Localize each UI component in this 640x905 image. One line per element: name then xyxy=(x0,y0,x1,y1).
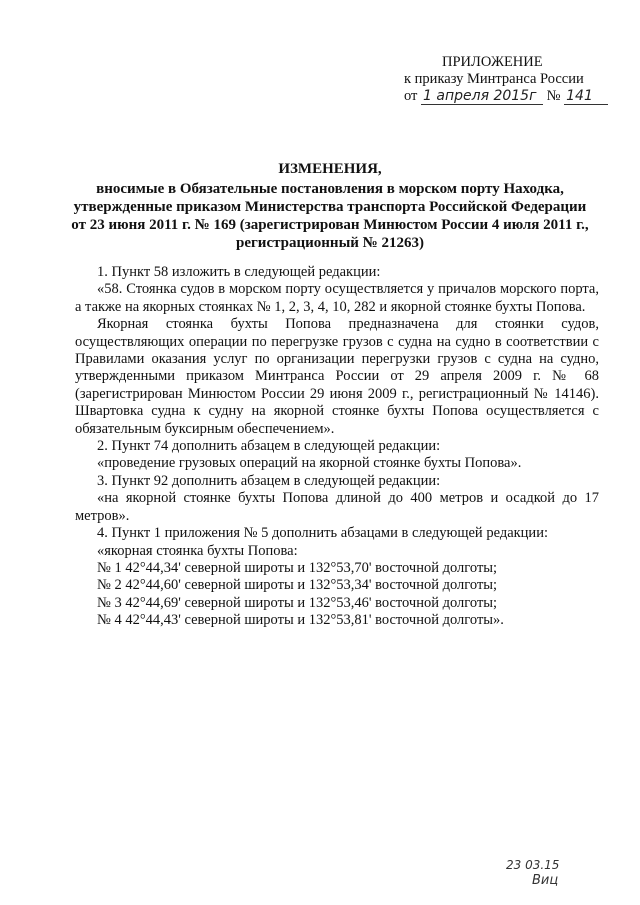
paragraph: «58. Стоянка судов в морском порту осуществляется у причалов морского порта, а также на якорных стоянках № 1, 2, 3, 4, 10, 282 и якорной стоянке бухты Попова. xyxy=(75,281,599,315)
number-label: № xyxy=(546,88,561,104)
title-subtitle-line: вносимые в Обязательные постановления в морском порту Находка, xyxy=(96,181,564,197)
document-body xyxy=(75,264,599,630)
coordinate-line: № 3 42°44,69' северной широты и 132°53,46' восточной долготы; xyxy=(97,594,498,611)
paragraph: «проведение грузовых операций на якорной стоянке бухты Попова». xyxy=(97,455,522,472)
paragraph: 1. Пункт 58 изложить в следующей редакции: xyxy=(97,264,381,280)
paragraph: 3. Пункт 92 дополнить абзацем в следующей редакции: xyxy=(97,472,441,489)
document-title xyxy=(70,160,590,252)
paragraph: Якорная стоянка бухты Попова предназначена для стоянки судов, осуществляющих операции по перегрузке грузов с судна на судно в соответствии с Правилами оказания услуг по организации перегрузки грузов с судна на судно, утвержденными приказом Минтранса России от 29 апреля 2009 г. № 68 (зарегистрирован Минюстом России 29 июня 2009 г., регистрационный № 14146). Швартовка судна к судну на якорной стоянке бухты Попова осуществляется с обязательным буксирным обеспечением». xyxy=(75,316,599,437)
paragraph: 2. Пункт 74 дополнить абзацем в следующей редакции: xyxy=(97,438,441,455)
appendix-order-ref: к приказу Минтранса России xyxy=(404,71,584,87)
coordinate-line: № 1 42°44,34' северной широты и 132°53,70' восточной долготы; xyxy=(97,559,498,576)
appendix-block xyxy=(404,54,614,105)
title-subtitle-line: регистрационный № 21263) xyxy=(236,235,424,251)
footer-date: 23 03.15 xyxy=(506,858,560,872)
footer-initials: Виц xyxy=(532,873,559,888)
title-subtitle-line: от 23 июня 2011 г. № 169 (зарегистрирован Минюстом России 4 июля 2011 г., xyxy=(71,217,589,233)
handwritten-date: 1 апреля 2015г xyxy=(421,89,543,105)
paragraph: «якорная стоянка бухты Попова: xyxy=(97,542,298,559)
coordinate-line: № 2 42°44,60' северной широты и 132°53,34' восточной долготы; xyxy=(97,577,498,594)
title-subtitle-line: утвержденные приказом Министерства транспорта Российской Федерации xyxy=(73,199,587,215)
handwritten-footer xyxy=(506,858,616,888)
appendix-date-number xyxy=(404,88,614,105)
paragraph: 4. Пункт 1 приложения № 5 дополнить абзацами в следующей редакции: xyxy=(97,525,548,542)
coordinate-line: № 4 42°44,43' северной широты и 132°53,81' восточной долготы». xyxy=(97,612,504,629)
handwritten-number: 141 xyxy=(564,89,608,105)
paragraph: «на якорной стоянке бухты Попова длиной до 400 метров и осадкой до 17 метров». xyxy=(75,490,599,524)
appendix-title: ПРИЛОЖЕНИЕ xyxy=(442,54,543,70)
title-heading: ИЗМЕНЕНИЯ, xyxy=(278,161,382,177)
from-label: от xyxy=(404,88,418,104)
